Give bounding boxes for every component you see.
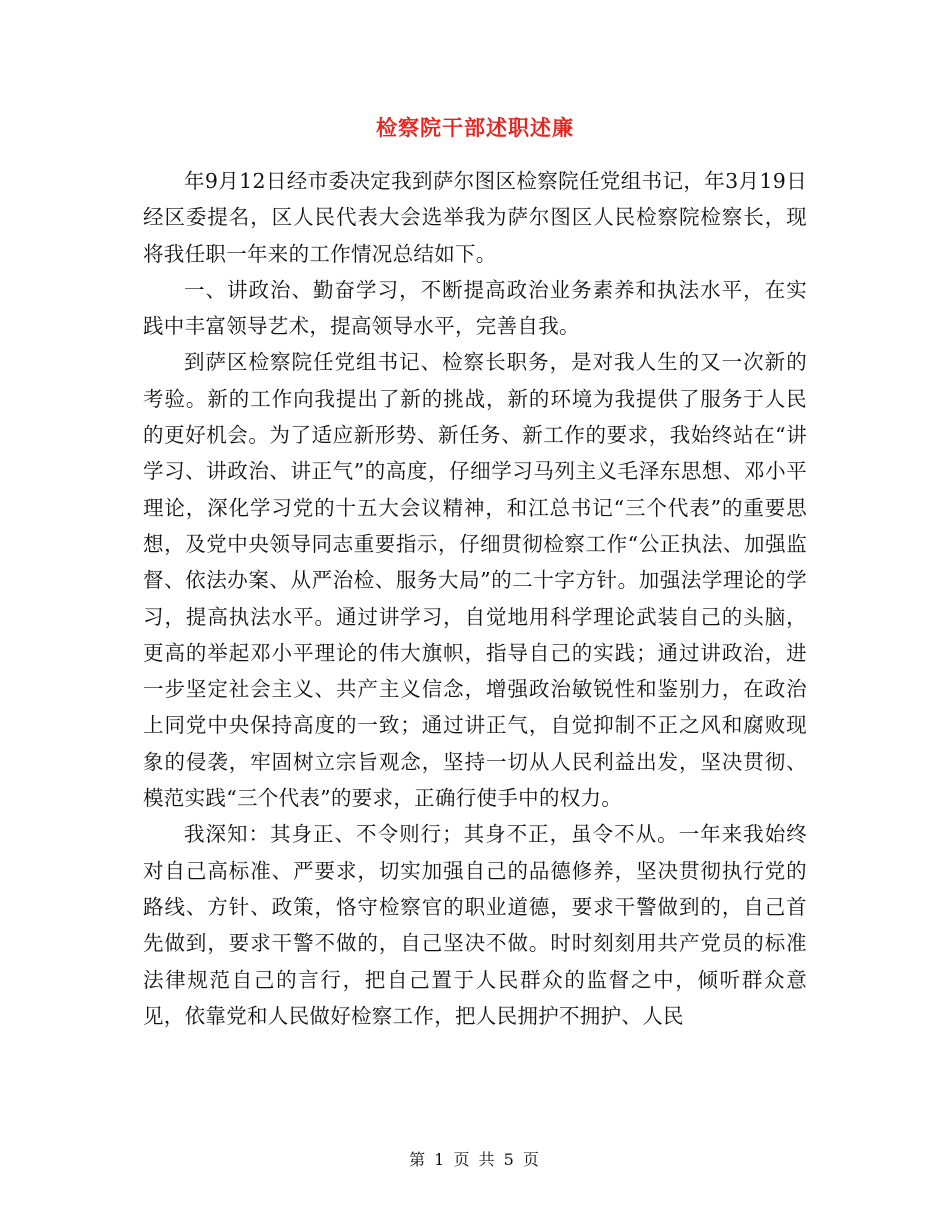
page-number-footer: 第 1 页 共 5 页 — [409, 1150, 541, 1169]
document-title: 检察院干部述职述廉 — [376, 115, 574, 140]
paragraph-section-heading: 一、讲政治、勤奋学习，不断提高政治业务素养和执法水平，在实践中丰富领导艺术，提高领导水平，完善自我。 — [143, 277, 807, 339]
paragraph-intro: 年9月12日经市委决定我到萨尔图区检察院任党组书记，年3月19日经区委提名，区人民代表大会选举我为萨尔图区人民检察院检察长，现将我任职一年来的工作情况总结如下。 — [143, 169, 807, 266]
paragraph-self-discipline: 我深知：其身正、不令则行；其身不正，虽令不从。一年来我始终对自己高标准、严要求，切实加强自己的品德修养，坚决贯彻执行党的路线、方针、政策，恪守检察官的职业道德，要求干警做到的，自己首先做到，要求干警不做的，自己坚决不做。时时刻刻用共产党员的标准法律规范自己的言行，把自己置于人民群众的监督之中，倾听群众意见，依靠党和人民做好检察工作，把人民拥护不拥护、人民 — [143, 822, 807, 1028]
paragraph-study: 到萨区检察院任党组书记、检察长职务，是对我人生的又一次新的考验。新的工作向我提出了新的挑战，新的环境为我提供了服务于人民的更好机会。为了适应新形势、新任务、新工作的要求，我始终站在“讲学习、讲政治、讲正气”的高度，仔细学习马列主义毛泽东思想、邓小平理论，深化学习党的十五大会议精神，和江总书记“三个代表”的重要思想，及党中央领导同志重要指示，仔细贯彻检察工作“公正执法、加强监督、依法办案、从严治检、服务大局”的二十字方针。加强法学理论的学习，提高执法水平。通过讲学习，自觉地用科学理论武装自己的头脑，更高的举起邓小平理论的伟大旗帜，指导自己的实践；通过讲政治，进一步坚定社会主义、共产主义信念，增强政治敏锐性和鉴别力，在政治上同党中央保持高度的一致；通过讲正气，自觉抑制不正之风和腐败现象的侵袭，牢固树立宗旨观念，坚持一切从人民利益出发，坚决贯彻、模范实践“三个代表”的要求，正确行使手中的权力。 — [143, 350, 807, 811]
document-body — [143, 163, 807, 1034]
